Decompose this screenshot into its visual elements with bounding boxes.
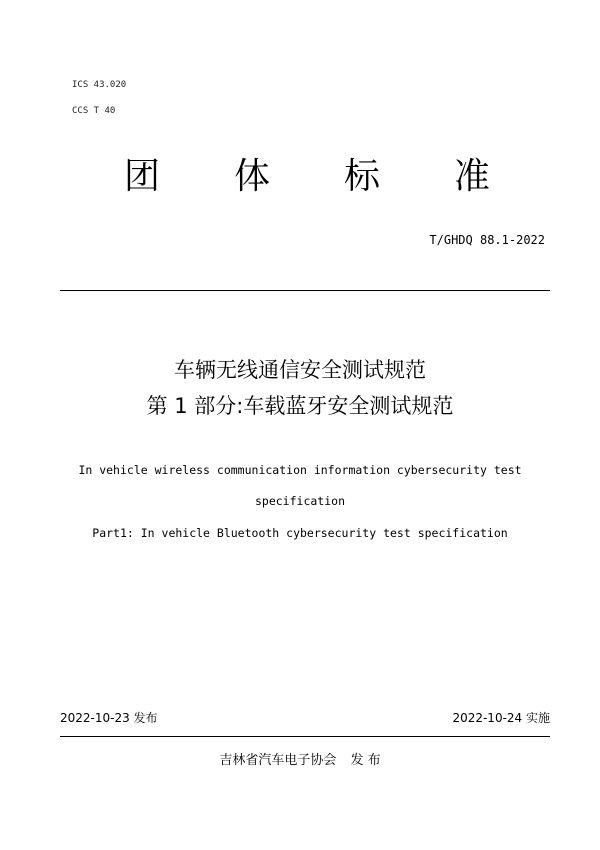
publish-date: 2022-10-23 发布 [60, 711, 158, 725]
chinese-title-line-1: 车辆无线通信安全测试规范 [174, 358, 426, 382]
ccs-code: CCS T 40 [72, 106, 116, 116]
standard-number: T/GHDQ 88.1-2022 [429, 233, 545, 247]
standard-type-heading [0, 152, 600, 202]
ics-code: ICS 43.020 [72, 80, 127, 90]
standard-type-char: 准 [454, 156, 491, 197]
english-title-line-2: specification [254, 494, 345, 508]
publisher-action: 发 布 [350, 753, 381, 768]
publisher-name: 吉林省汽车电子协会 [219, 753, 337, 768]
standard-type-char: 团 [124, 156, 161, 197]
bottom-divider [60, 736, 550, 737]
chinese-title-line-2: 第 1 部分:车载蓝牙安全测试规范 [146, 394, 454, 418]
english-title-line-1: In vehicle wireless communication information cybersecurity test [78, 463, 522, 477]
publisher-line [0, 752, 600, 770]
top-divider [60, 290, 550, 291]
standard-type-char: 标 [344, 156, 381, 197]
standard-type-char: 体 [234, 156, 271, 197]
english-title-line-3: Part1: In vehicle Bluetooth cybersecurity test specification [92, 526, 508, 540]
effective-date: 2022-10-24 实施 [452, 711, 550, 725]
